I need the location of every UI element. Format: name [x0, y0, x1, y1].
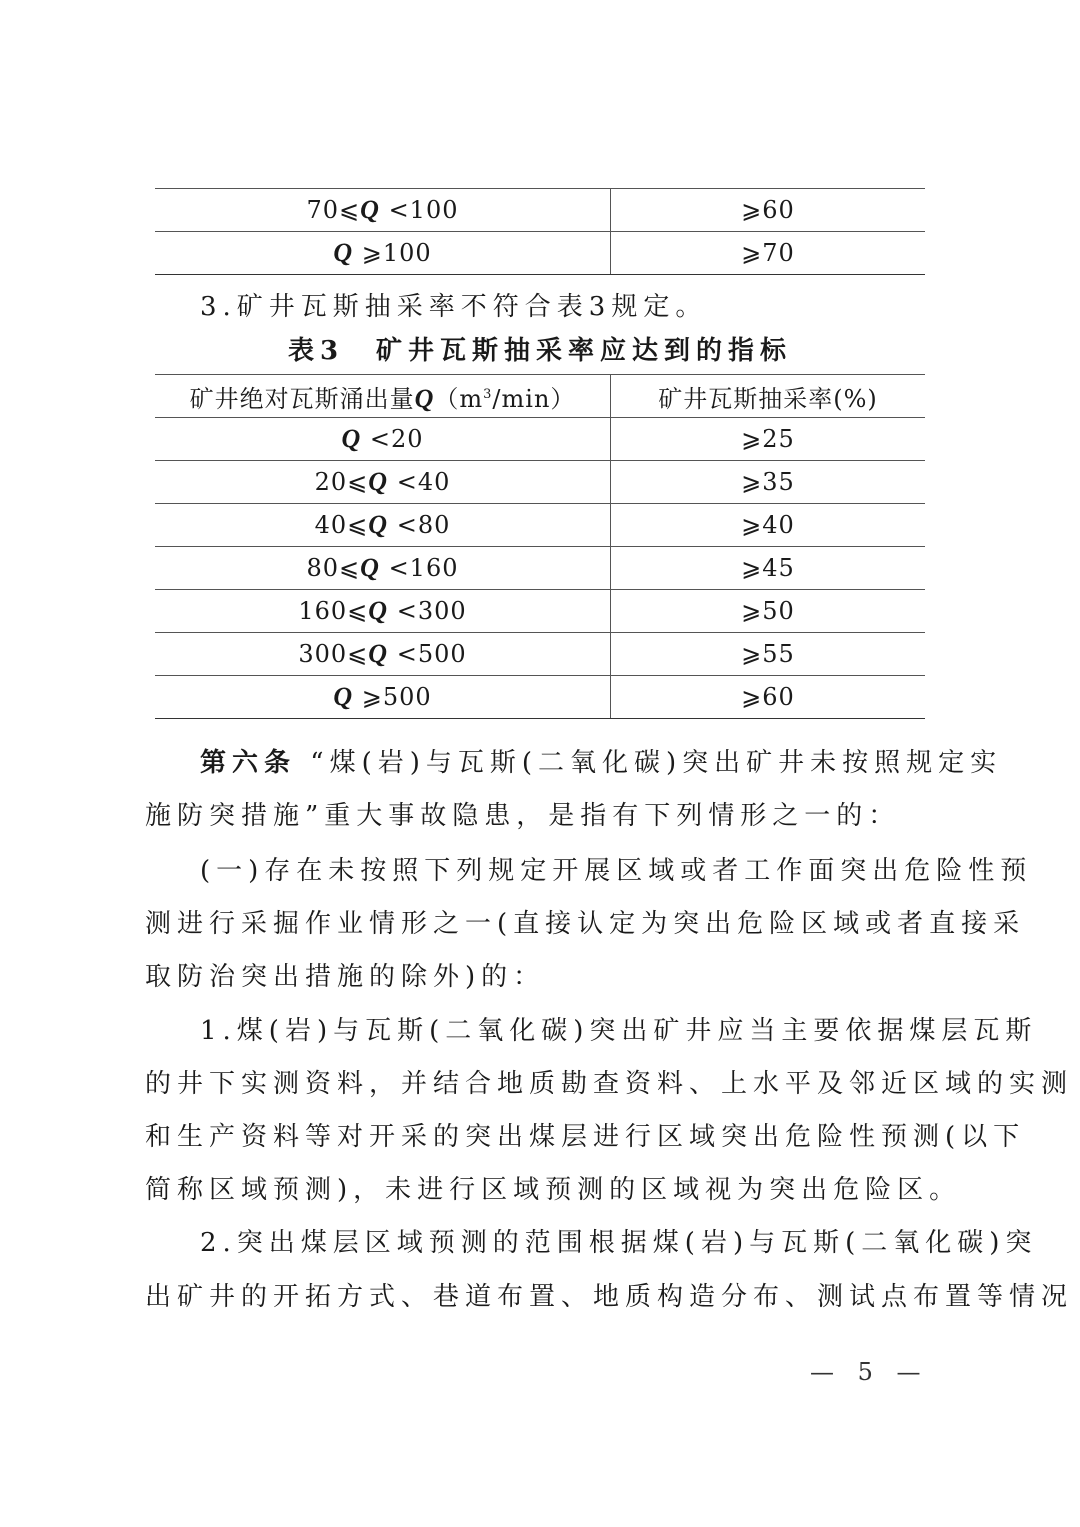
- table-cell: Q <20: [155, 418, 611, 461]
- paragraph-line: 1.煤(岩)与瓦斯(二氧化碳)突出矿井应当主要依据煤层瓦斯: [200, 1016, 1038, 1046]
- table-cell: ⩾40: [611, 504, 926, 547]
- table-cell: Q ⩾500: [155, 676, 611, 719]
- table-cell: ⩾45: [611, 547, 926, 590]
- table-row: [155, 418, 925, 461]
- table-row: [155, 547, 925, 590]
- table-cell: ⩾25: [611, 418, 926, 461]
- table-cell: ⩾50: [611, 590, 926, 633]
- table-cell: ⩾35: [611, 461, 926, 504]
- table-row: [155, 461, 925, 504]
- table-cell: 70⩽Q <100: [155, 189, 611, 232]
- table-cell: Q ⩾100: [155, 232, 611, 275]
- table-header-cell: 矿井瓦斯抽采率(%): [611, 375, 926, 418]
- item-3-text: 3.矿井瓦斯抽采率不符合表3规定。: [200, 292, 708, 322]
- paragraph-line: (一)存在未按照下列规定开展区域或者工作面突出危险性预: [200, 856, 1033, 886]
- page-number: — 5 —: [810, 1358, 929, 1386]
- article-label: 第六条: [200, 748, 297, 778]
- table-header-cell: 矿井绝对瓦斯涌出量$Q(m^3/\min)$: [155, 375, 611, 418]
- table-cell: 80⩽Q <160: [155, 547, 611, 590]
- table-row: [155, 590, 925, 633]
- paragraph-line: 测进行采掘作业情形之一(直接认定为突出危险区域或者直接采: [145, 909, 1026, 939]
- table-continued: [155, 188, 925, 275]
- table-3: [155, 374, 925, 719]
- paragraph-line: 和生产资料等对开采的突出煤层进行区域突出危险性预测(以下: [145, 1122, 1026, 1152]
- table-cell: ⩾70: [611, 232, 926, 275]
- table-cell: 300⩽Q <500: [155, 633, 611, 676]
- paragraph-line: 2.突出煤层区域预测的范围根据煤(岩)与瓦斯(二氧化碳)突: [200, 1228, 1038, 1258]
- paragraph-line: 的井下实测资料，并结合地质勘查资料、上水平及邻近区域的实测: [145, 1069, 1074, 1099]
- paragraph-line: 出矿井的开拓方式、巷道布置、地质构造分布、测试点布置等情况: [145, 1282, 1074, 1312]
- table-row: [155, 504, 925, 547]
- table-cell: ⩾60: [611, 189, 926, 232]
- table-row: [155, 633, 925, 676]
- table-caption: 表3 矿井瓦斯抽采率应达到的指标: [287, 336, 793, 366]
- table-row: [155, 232, 925, 275]
- article-6-line: 施防突措施”重大事故隐患，是指有下列情形之一的：: [145, 801, 901, 831]
- paragraph-line: 取防治突出措施的除外)的：: [145, 962, 546, 992]
- table-cell: 20⩽Q <40: [155, 461, 611, 504]
- table-cell: ⩾55: [611, 633, 926, 676]
- table-cell: 160⩽Q <300: [155, 590, 611, 633]
- table-cell: 40⩽Q <80: [155, 504, 611, 547]
- table-row: [155, 676, 925, 719]
- paragraph-line: 简称区域预测)，未进行区域预测的区域视为突出危险区。: [145, 1175, 962, 1205]
- table-cell: ⩾60: [611, 676, 926, 719]
- table-header-row: [155, 375, 925, 418]
- article-6-line: 第六条 “煤(岩)与瓦斯(二氧化碳)突出矿井未按照规定实: [200, 748, 1003, 778]
- table-row: [155, 189, 925, 232]
